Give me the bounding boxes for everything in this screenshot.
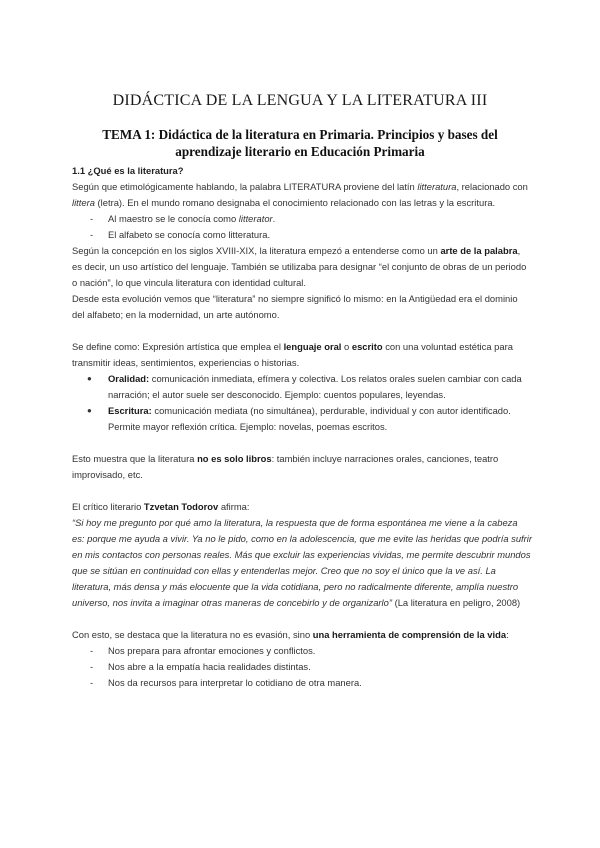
bold-term: Oralidad: xyxy=(108,373,150,384)
paragraph-concept xyxy=(72,243,532,291)
paragraph-conclusion xyxy=(72,627,532,643)
text-span: . xyxy=(272,213,276,224)
italic-term: littera xyxy=(72,197,95,208)
bold-term: una herramienta de comprensión de la vida xyxy=(312,629,507,640)
section-heading: 1.1 ¿Qué es la literatura? xyxy=(72,165,184,176)
spacer xyxy=(72,435,532,451)
text-span: Esto muestra que la literatura xyxy=(72,453,198,464)
text-span: : también incluye narraciones orales, canciones, teatro improvisado, etc. xyxy=(72,453,499,480)
list-item xyxy=(72,403,532,435)
text-span: con una voluntad estética para transmitir ideas, sentimientos, experiencias o historias. xyxy=(72,341,513,368)
bold-term: lenguaje oral xyxy=(283,341,342,352)
paragraph-not-only-books xyxy=(72,451,532,483)
text-span: comunicación inmediata, efímera y colectiva. Los relatos orales suelen cambiar con cada narración; el autor suele ser desconocido. Ejemplo: cuentos populares, leyendas. xyxy=(108,373,522,400)
text-span: Al maestro se le conocía como xyxy=(108,213,239,224)
spacer xyxy=(72,611,532,627)
bullet-list xyxy=(72,371,532,435)
document-body xyxy=(72,163,532,691)
text-span: Según la concepción en los siglos XVIII-XIX, la literatura empezó a entenderse como un xyxy=(72,245,441,256)
paragraph-evolution: Desde esta evolución vemos que “literatura” no siempre significó lo mismo: en la Antigüedad era el dominio del alfabeto; en la modernidad, un arte autónomo. xyxy=(72,293,518,320)
list-item: - Nos prepara para afrontar emociones y conflictos. xyxy=(72,643,532,659)
list-item: - Nos da recursos para interpretar lo cotidiano de otra manera. xyxy=(72,675,532,691)
list-item: - El alfabeto se conocía como litteratura. xyxy=(72,227,532,243)
quote-text: “Si hoy me pregunto por qué amo la literatura, la respuesta que de forma espontánea me viene a la cabeza es: porque me ayuda a vivir. Ya no le pido, como en la adolescencia, que me evite las heridas que podría sufrir en mis contactos con personas reales. Más que excluir las experiencias vividas, me permite descubrir mundos que se sitúan en continuidad con ellas y entenderlas mejor. Creo que no soy el único que la ve así. La literatura, más densa y más elocuente que la vida cotidiana, pero no radicalmente diferente, amplía nuestro universo, nos invita a imaginar otras maneras de concebirlo y de organizarlo” xyxy=(72,517,532,608)
document-title: DIDÁCTICA DE LA LENGUA Y LA LITERATURA III xyxy=(112,92,488,109)
italic-term: litterator xyxy=(238,213,273,224)
dash-list xyxy=(72,643,532,691)
bold-term: Tzvetan Todorov xyxy=(143,501,219,512)
dash-list xyxy=(72,211,532,243)
paragraph-definition xyxy=(72,339,532,371)
text-span: comunicación mediata (no simultánea), perdurable, individual y con autor identificado. Permite mayor reflexión crítica. Ejemplo: novelas, poemas escritos. xyxy=(108,405,511,432)
list-item: - Nos abre a la empatía hacia realidades distintas. xyxy=(72,659,532,675)
bold-term: arte de la palabra xyxy=(440,245,518,256)
text-span: Se define como: Expresión artística que emplea el xyxy=(72,341,284,352)
spacer xyxy=(72,323,532,339)
todorov-quote xyxy=(72,515,532,611)
bold-term: escrito xyxy=(351,341,383,352)
text-span: afirma: xyxy=(218,501,250,512)
paragraph-todorov-intro xyxy=(72,499,532,515)
list-item xyxy=(72,211,532,227)
quote-source: (La literatura en peligro, 2008) xyxy=(391,597,521,608)
bold-term: Escritura: xyxy=(108,405,152,416)
list-item xyxy=(72,371,532,403)
spacer xyxy=(72,483,532,499)
text-span: (letra). En el mundo romano designaba el conocimiento relacionado con las letras y la escritura. xyxy=(94,197,496,208)
paragraph-etymology xyxy=(72,179,532,211)
text-span: : xyxy=(506,629,509,640)
text-span: , es decir, un uso artístico del lenguaje. También se utilizaba para designar “el conjunto de obras de un periodo o nación”, lo que vincula literatura con identidad cultural. xyxy=(72,245,527,288)
italic-term: litteratura xyxy=(417,181,457,192)
text-span: , relacionado con xyxy=(456,181,528,192)
bold-term: no es solo libros xyxy=(197,453,272,464)
text-span: Con esto, se destaca que la literatura no es evasión, sino xyxy=(72,629,313,640)
text-span: El crítico literario xyxy=(72,501,144,512)
text-span: Según que etimológicamente hablando, la palabra LITERATURA proviene del latín xyxy=(72,181,418,192)
topic-title: TEMA 1: Didáctica de la literatura en Primaria. Principios y bases del aprendizaje literario en Educación Primaria xyxy=(102,127,498,159)
text-span: o xyxy=(341,341,352,352)
